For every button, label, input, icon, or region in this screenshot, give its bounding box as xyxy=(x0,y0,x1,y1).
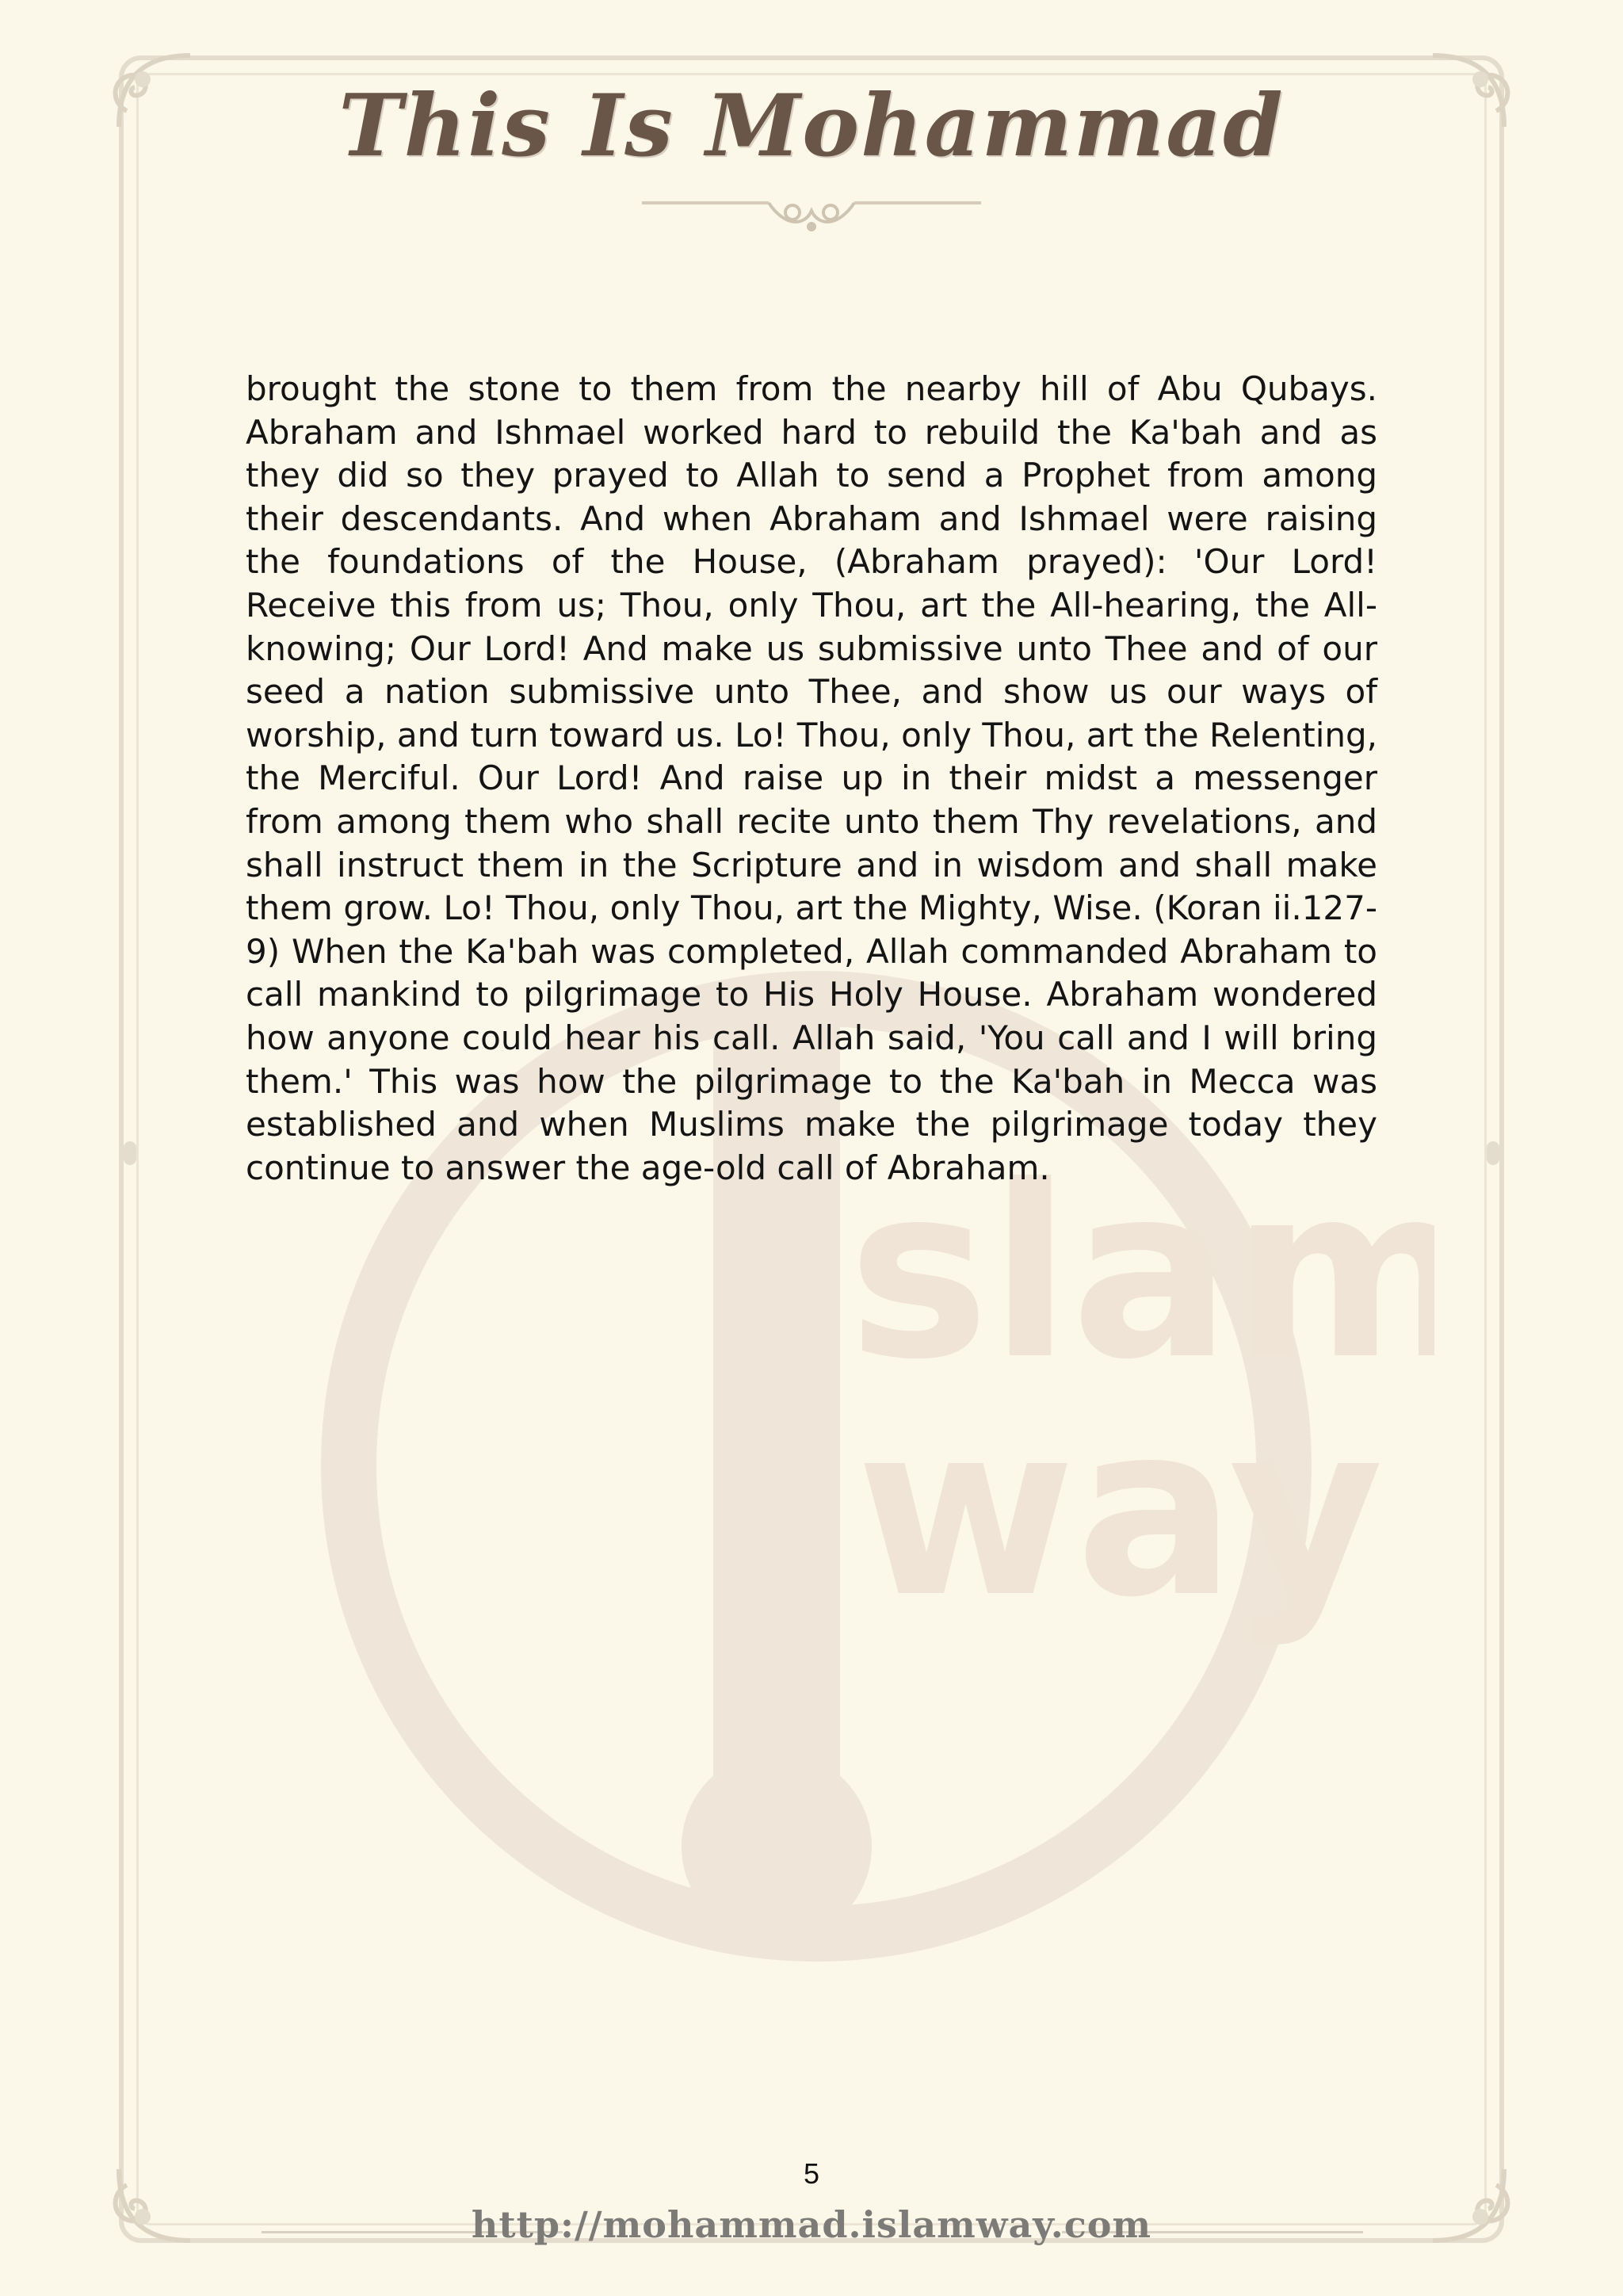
border-bead-left xyxy=(124,1141,136,1165)
svg-text:way: way xyxy=(856,1373,1384,1649)
watermark-logo-lettering xyxy=(848,1135,1434,1649)
body-paragraph: brought the stone to them from the nearby hill of Abu Qubays. Abraham and Ishmael worked hard to rebuild the Ka'bah and as they did so they prayed to Allah to send a Prophet from among their descendants. And when Abraham and Ishmael were raising the foundations of the House, (Abraham prayed): 'Our Lord! Receive this from us; Thou, only Thou, art the All-hearing, the All-knowing; Our Lord! And make us submissive unto Thee and of our seed a nation submissive unto Thee, and show us our ways of worship, and turn toward us. Lo! Thou, only Thou, art the Relenting, the Merciful. Our Lord! And raise up in their midst a messenger from among them who shall recite unto them Thy revelations, and shall instruct them in the Scripture and in wisdom and shall make them grow. Lo! Thou, only Thou, art the Mighty, Wise. (Koran ii.127-9) When the Ka'bah was completed, Allah commanded Abraham to call mankind to pilgrimage to His Holy House. Abraham wondered how anyone could hear his call. Allah said, 'You call and I will bring them.' This was how the pilgrimage to the Ka'bah in Mecca was established and when Muslims make the pilgrimage today they continue to answer the age-old call of Abraham. xyxy=(246,369,1377,1187)
page-number: 5 xyxy=(803,2157,820,2190)
header-title: This Is Mohammad xyxy=(338,76,1285,176)
border-bead-right xyxy=(1487,1141,1499,1165)
header-flourish-ornament xyxy=(634,179,989,243)
svg-text:slam: slam xyxy=(848,1135,1434,1412)
footer-url: http://mohammad.islamway.com xyxy=(471,2203,1152,2246)
